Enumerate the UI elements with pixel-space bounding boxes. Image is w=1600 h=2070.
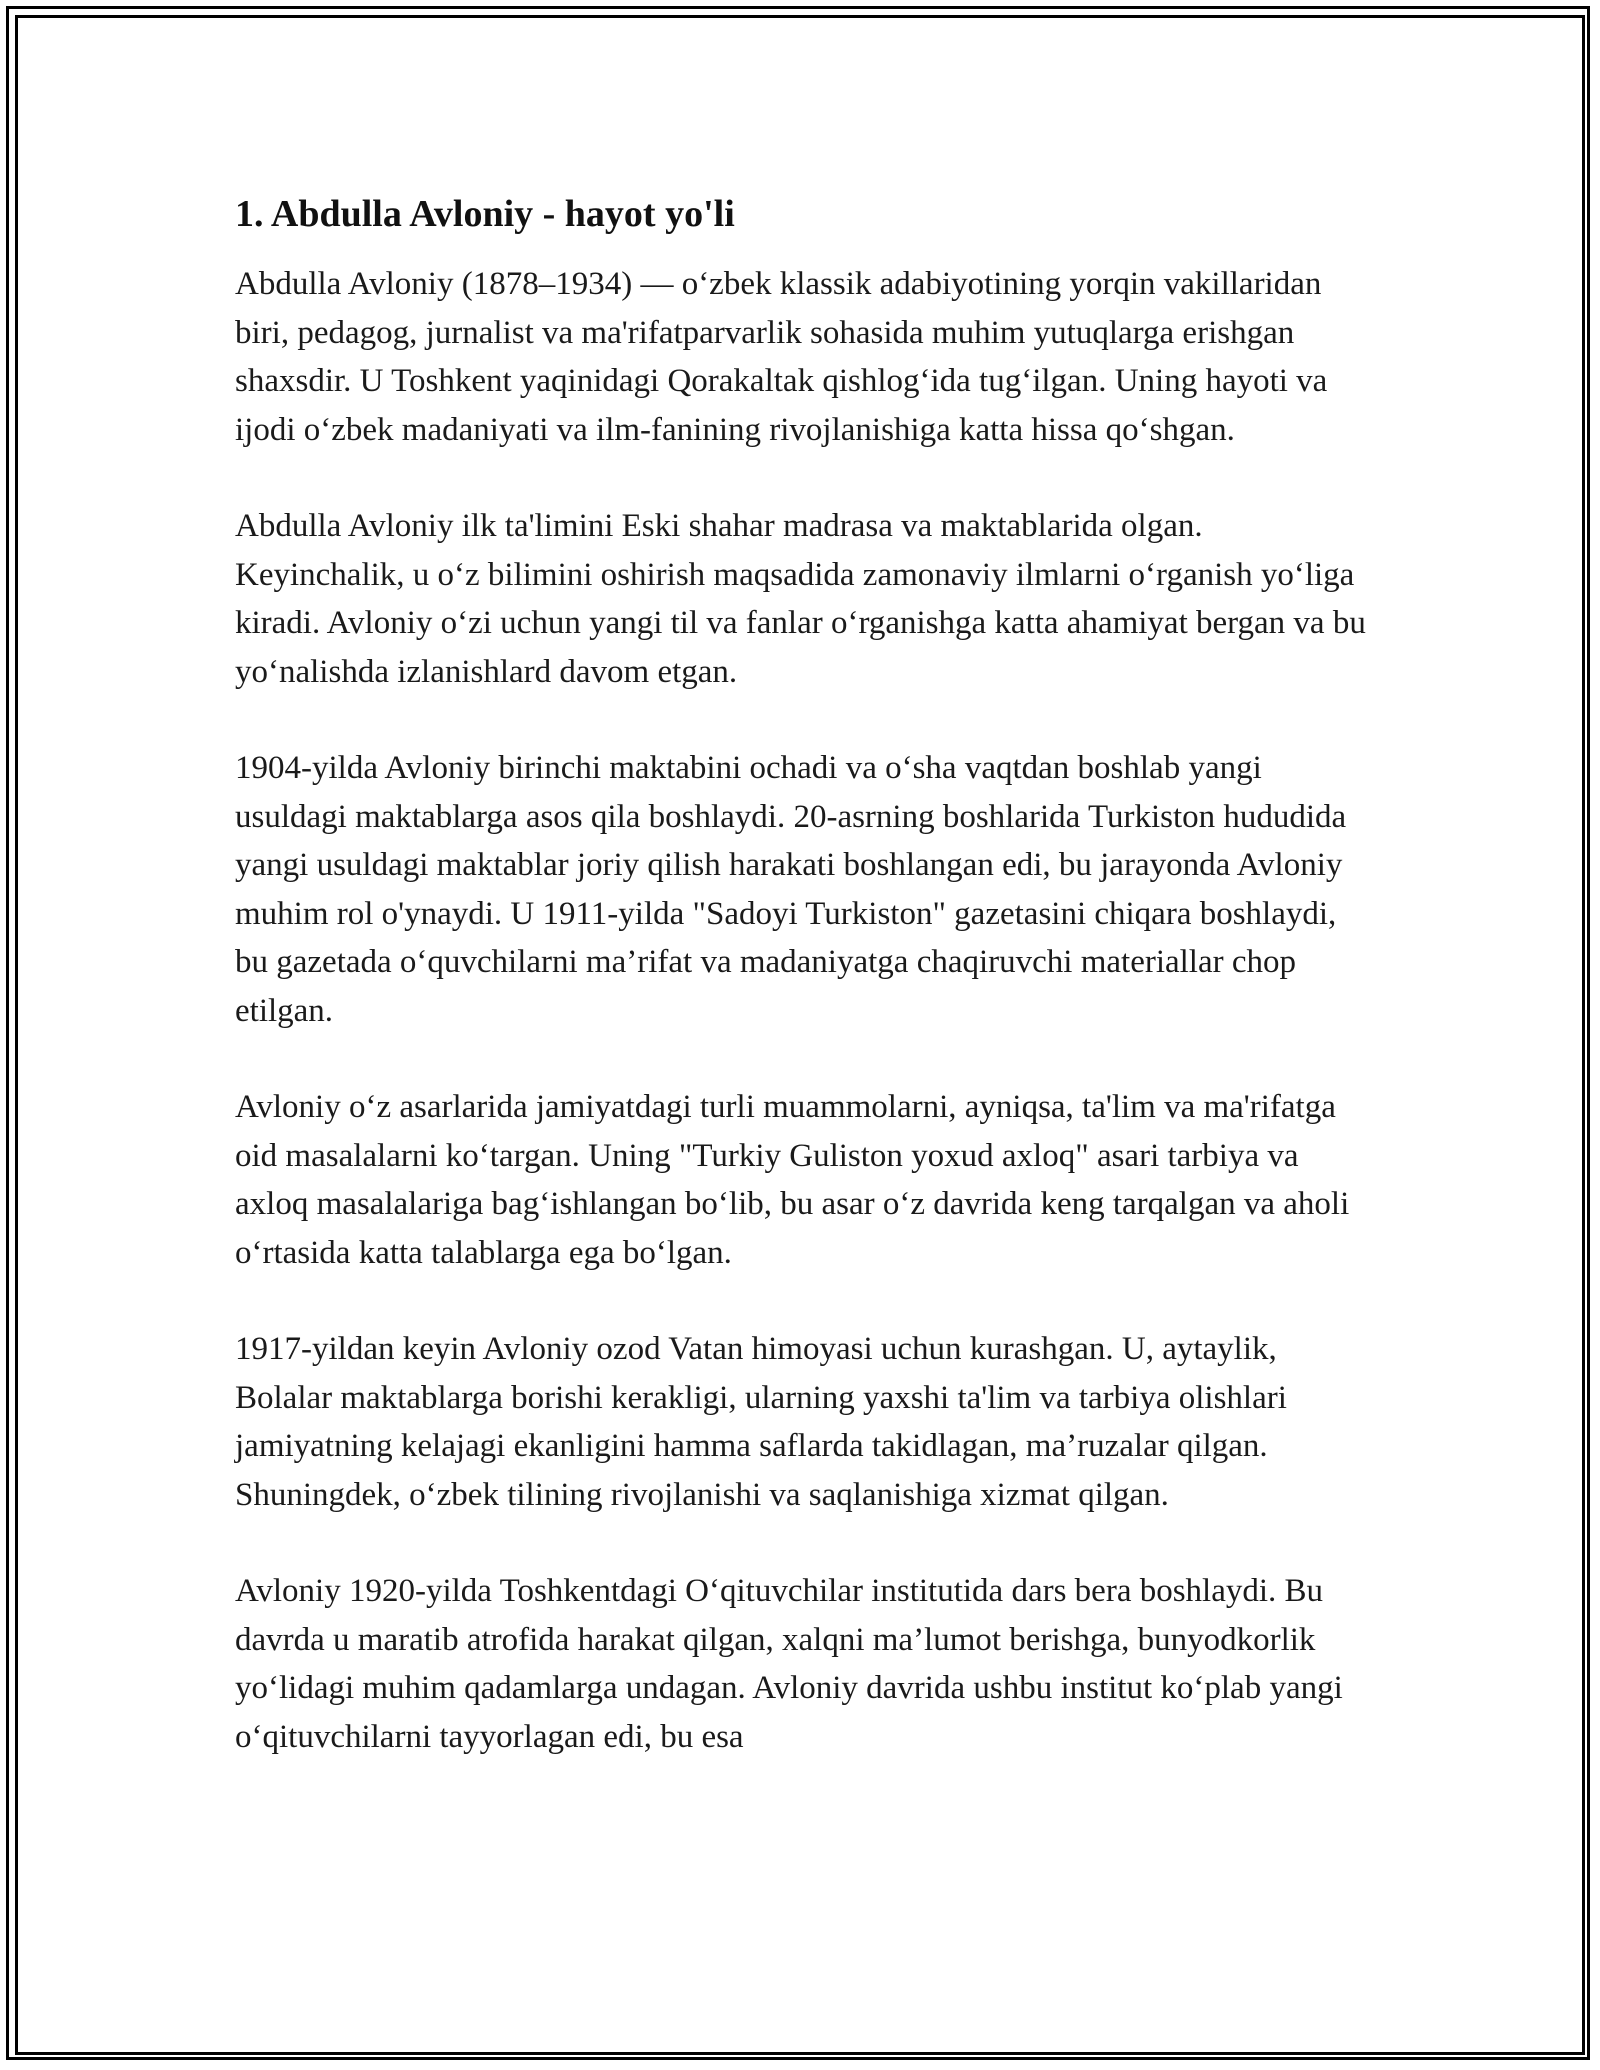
paragraph-2: Abdulla Avloniy ilk ta'limini Eski shahar madrasa va maktablarida olgan. Keyinchalik, u o‘z bilimini oshirish maqsadida zamonaviy ilmlarni o‘rganish yo‘liga kiradi. Avloniy o‘zi uchun yangi til va fanlar o‘rganishga katta ahamiyat bergan va bu yo‘nalishda izlanishlard davom etgan. — [235, 508, 1366, 690]
paragraph-1: Abdulla Avloniy (1878–1934) — o‘zbek klassik adabiyotining yorqin vakillaridan biri, pedagog, jurnalist va ma'rifatparvarlik sohasida muhim yutuqlarga erishgan shaxsdir. U Toshkent yaqinidagi Qorakaltak qishlog‘ida tug‘ilgan. Uning hayoti va ijodi o‘zbek madaniyati va ilm-fanining rivojlanishiga katta hissa qo‘shgan. — [235, 266, 1328, 448]
paragraph-5: 1917-yildan keyin Avloniy ozod Vatan himoyasi uchun kurashgan. U, aytaylik, Bolalar maktablarga borishi kerakligi, ularning yaxshi ta'lim va tarbiya olishlari jamiyatning kelajagi ekanligini hamma saflarda takidlagan, ma’ruzalar qilgan. Shuningdek, o‘zbek tilining rivojlanishi va saqlanishiga xizmat qilgan. — [235, 1331, 1287, 1513]
paragraph-6: Avloniy 1920-yilda Toshkentdagi O‘qituvchilar institutida dars bera boshlaydi. Bu davrda u maratib atrofida harakat qilgan, xalqni ma’lumot berishga, bunyodkorlik yo‘lidagi muhim qadamlarga undagan. Avloniy davrida ushbu institut ko‘plab yangi o‘qituvchilarni tayyorlagan edi, bu esa — [235, 1573, 1343, 1755]
page-title: 1. Abdulla Avloniy - hayot yo'li — [235, 193, 735, 235]
paragraph-4: Avloniy o‘z asarlarida jamiyatdagi turli muammolarni, ayniqsa, ta'lim va ma'rifatga oid masalalarni ko‘targan. Uning "Turkiy Guliston yoxud axloq" asari tarbiya va axloq masalalariga bag‘ishlangan bo‘lib, bu asar o‘z davrida keng tarqalgan va aholi o‘rtasida katta talablarga ega bo‘lgan. — [235, 1089, 1350, 1271]
document-body — [235, 188, 1375, 1809]
paragraph-3: 1904-yilda Avloniy birinchi maktabini ochadi va o‘sha vaqtdan boshlab yangi usuldagi maktablarga asos qila boshlaydi. 20-asrning boshlarida Turkiston hududida yangi usuldagi maktablar joriy qilish harakati boshlangan edi, bu jarayonda Avloniy muhim rol o'ynaydi. U 1911-yilda "Sadoyi Turkiston" gazetasini chiqara boshlaydi, bu gazetada o‘quvchilarni ma’rifat va madaniyatga chaqiruvchi materiallar chop etilgan. — [235, 750, 1347, 1029]
